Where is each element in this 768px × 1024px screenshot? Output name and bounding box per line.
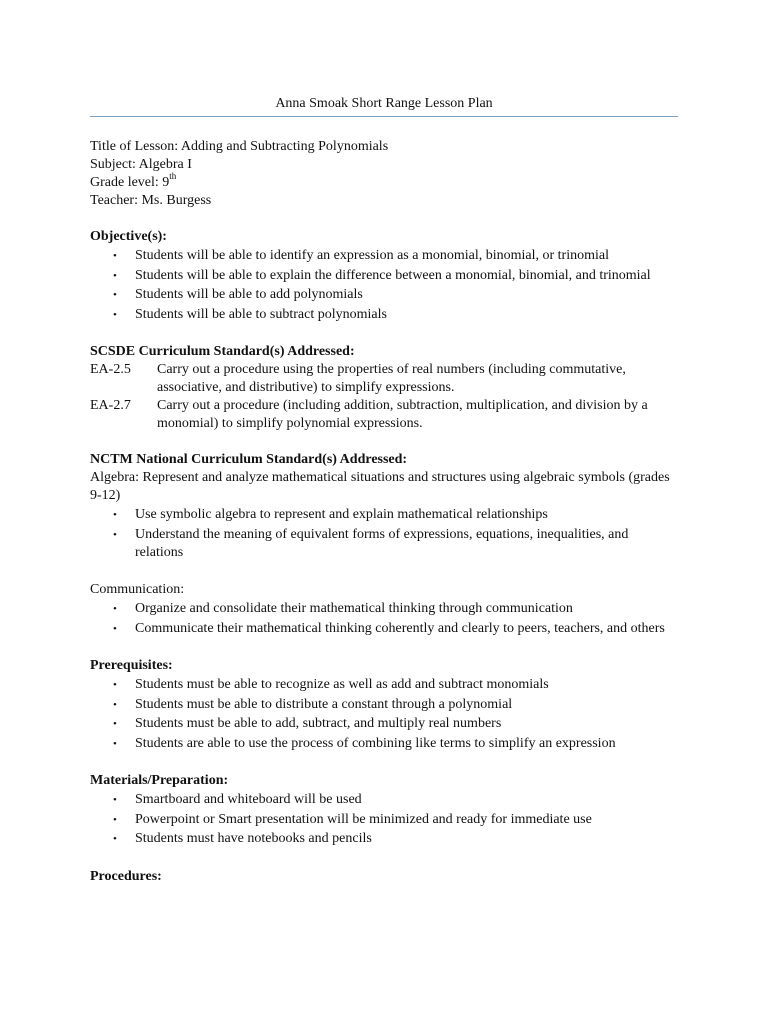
document-header-title: Anna Smoak Short Range Lesson Plan <box>275 96 493 111</box>
list-item-text: Students are able to use the process of combining like terms to simplify an expression <box>135 735 616 751</box>
bullet-icon: • <box>113 308 117 321</box>
list-item <box>90 735 680 753</box>
list-item-text: Understand the meaning of equivalent forms of expressions, equations, inequalities, and relations <box>135 526 629 560</box>
list-item <box>90 526 680 562</box>
bullet-icon: • <box>113 679 117 691</box>
list-item-text: Organize and consolidate their mathematical thinking through communication <box>135 601 573 616</box>
nctm-heading: NCTM National Curriculum Standard(s) Addressed: <box>90 452 408 467</box>
procedures-heading: Procedures: <box>90 868 162 884</box>
grade-level-text: Grade level: 9 <box>90 175 170 190</box>
standard-code: EA-2.7 <box>90 398 131 413</box>
bullet-icon: • <box>113 794 117 806</box>
bullet-icon: • <box>113 528 117 541</box>
list-item-text: Students must be able to recognize as well as add and subtract monomials <box>135 677 549 692</box>
bullet-icon: • <box>113 813 117 826</box>
nctm-algebra-list <box>90 506 680 562</box>
header-divider <box>90 116 678 117</box>
list-item-text: Students must have notebooks and pencils <box>135 831 372 846</box>
lesson-teacher: Teacher: Ms. Burgess <box>90 193 212 208</box>
list-item-text: Students will be able to identify an expression as a monomial, binomial, or trinomial <box>135 248 609 263</box>
bullet-icon: • <box>113 622 117 635</box>
list-item <box>90 696 680 714</box>
list-item <box>90 791 680 809</box>
lesson-title: Title of Lesson: Adding and Subtracting Polynomials <box>90 139 389 154</box>
grade-level-superscript: th <box>169 171 177 182</box>
materials-list <box>90 791 680 848</box>
bullet-icon: • <box>113 718 117 730</box>
standard-text: Carry out a procedure using the properties of real numbers (including commutative, associative, and distributive) to simplify expressions. <box>157 362 626 395</box>
list-item <box>90 811 680 829</box>
bullet-icon: • <box>113 737 117 750</box>
bullet-icon: • <box>113 250 117 262</box>
bullet-icon: • <box>113 289 117 301</box>
list-item-text: Communicate their mathematical thinking coherently and clearly to peers, teachers, and others <box>135 620 665 636</box>
prerequisites-list <box>90 676 680 753</box>
list-item-text: Students will be able to explain the difference between a monomial, binomial, and trinomial <box>135 267 651 283</box>
bullet-icon: • <box>113 603 117 615</box>
list-item <box>90 620 680 638</box>
document-body <box>90 138 680 886</box>
bullet-icon: • <box>113 833 117 845</box>
lesson-subject: Subject: Algebra I <box>90 157 192 172</box>
list-item <box>90 600 680 618</box>
list-item <box>90 267 680 285</box>
bullet-icon: • <box>113 269 117 282</box>
bullet-icon: • <box>113 509 117 521</box>
standard-row <box>90 397 680 433</box>
materials-heading: Materials/Preparation: <box>90 773 229 788</box>
list-item <box>90 715 680 733</box>
objectives-list <box>90 247 680 324</box>
list-item-text: Students must be able to add, subtract, and multiply real numbers <box>135 716 502 731</box>
list-item <box>90 506 680 524</box>
list-item-text: Use symbolic algebra to represent and explain mathematical relationships <box>135 507 548 522</box>
standard-text: Carry out a procedure (including addition, subtraction, multiplication, and division by a monomial) to simplify polynomial expressions. <box>157 398 648 431</box>
list-item <box>90 247 680 265</box>
list-item <box>90 286 680 304</box>
nctm-communication-intro: Communication: <box>90 582 185 597</box>
list-item-text: Students will be able to add polynomials <box>135 287 363 302</box>
list-item-text: Students will be able to subtract polynomials <box>135 306 387 322</box>
scsde-heading: SCSDE Curriculum Standard(s) Addressed: <box>90 344 355 359</box>
list-item-text: Students must be able to distribute a constant through a polynomial <box>135 696 513 712</box>
objectives-heading: Objective(s): <box>90 229 167 244</box>
scsde-standards-list <box>90 361 680 433</box>
list-item <box>90 676 680 694</box>
nctm-communication-list <box>90 600 680 638</box>
list-item-text: Smartboard and whiteboard will be used <box>135 792 362 807</box>
prerequisites-heading: Prerequisites: <box>90 658 173 673</box>
bullet-icon: • <box>113 698 117 711</box>
nctm-algebra-intro: Algebra: Represent and analyze mathematical situations and structures using algebraic symbols (grades 9-12) <box>90 470 670 503</box>
standard-code: EA-2.5 <box>90 362 131 377</box>
lesson-grade-level <box>90 171 680 192</box>
list-item-text: Powerpoint or Smart presentation will be minimized and ready for immediate use <box>135 811 592 827</box>
standard-row <box>90 361 680 397</box>
list-item <box>90 306 680 324</box>
list-item <box>90 830 680 848</box>
